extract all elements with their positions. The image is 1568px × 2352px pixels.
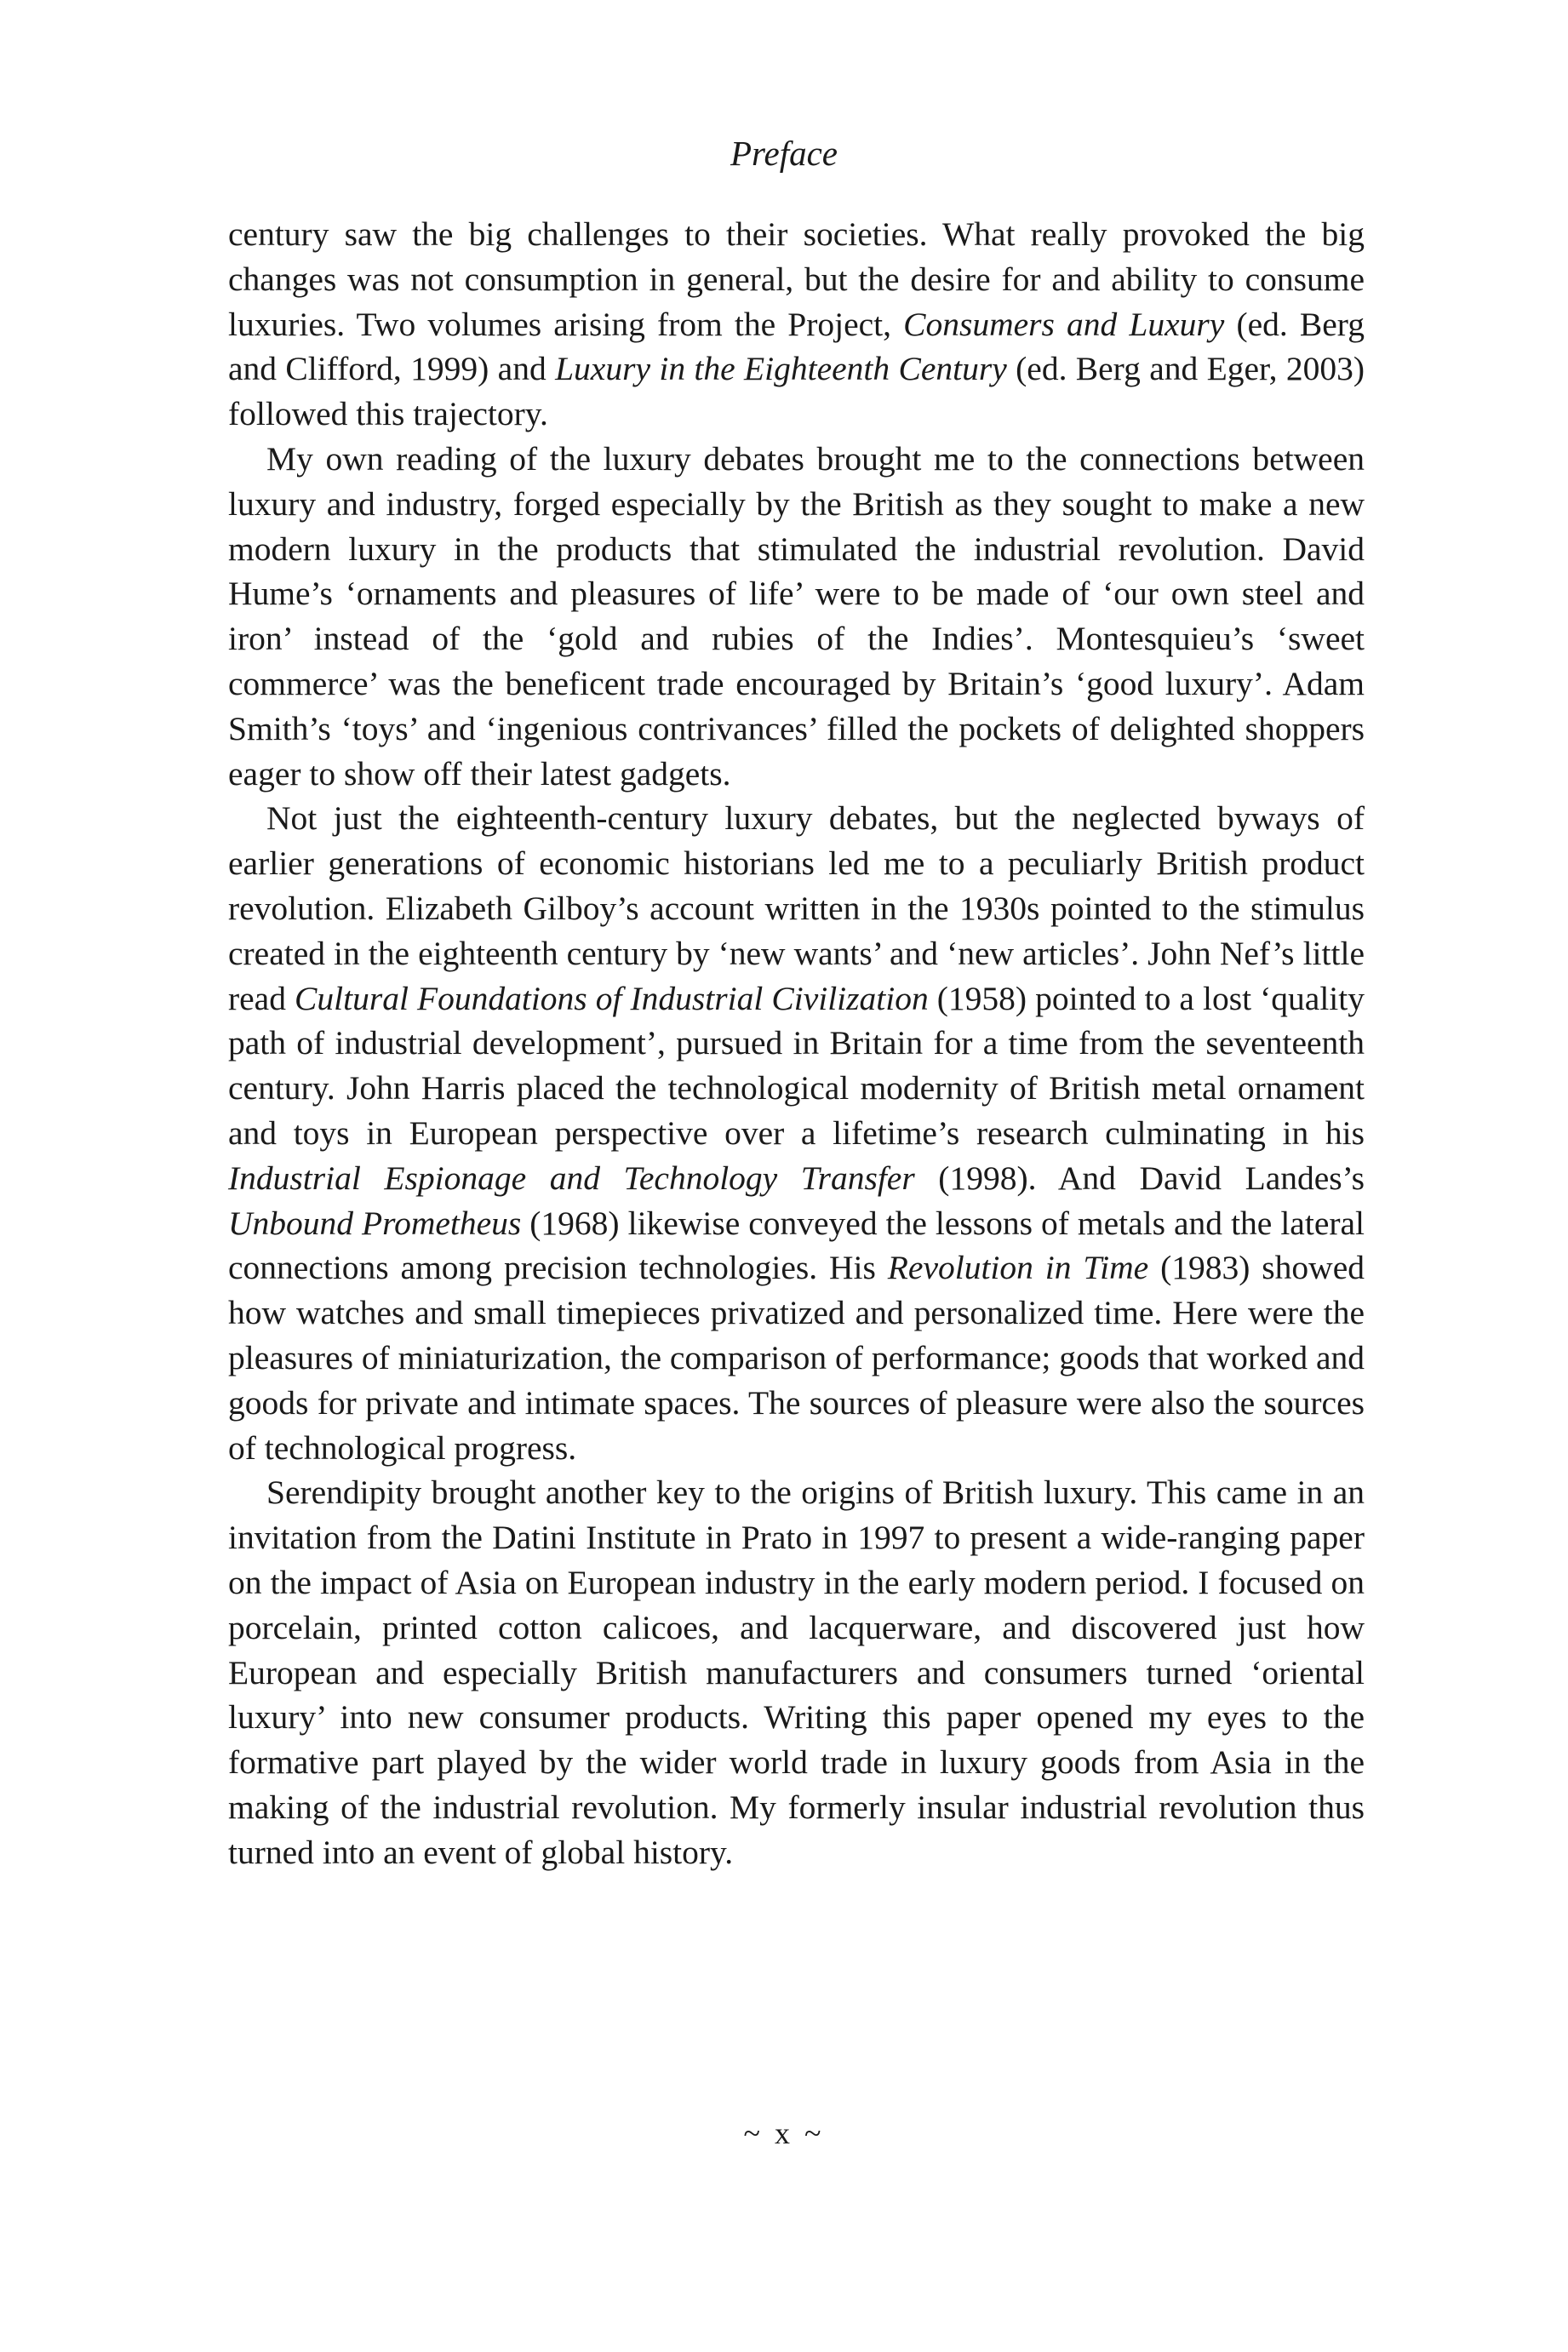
paragraph bbox=[228, 796, 1365, 1470]
paragraph bbox=[228, 212, 1365, 437]
text-run: My own reading of the luxury debates brought me to the connections between luxury and industry, forged especially by the British as they sought to make a new modern luxury in the products that stimulated the industrial revolution. David Hume’s ‘ornaments and pleasures of life’ were to be made of ‘our own steel and iron’ instead of the ‘gold and rubies of the Indies’. Montesquieu’s ‘sweet commerce’ was the beneficent trade encouraged by Britain’s ‘good luxury’. Adam Smith’s ‘toys’ and ‘ingenious contrivances’ filled the pockets of delighted shoppers eager to show off their latest gadgets. bbox=[228, 439, 1365, 793]
italic-title: Luxury in the Eighteenth Century bbox=[555, 350, 1007, 388]
text-run: (ed. Berg and Clifford, 1999) and bbox=[228, 305, 1365, 388]
text-run: (1968) likewise conveyed the lessons of metals and the lateral connections among precision technologies. His bbox=[228, 1204, 1365, 1287]
italic-title: Industrial Espionage and Technology Transfer bbox=[228, 1159, 915, 1197]
italic-title: Cultural Foundations of Industrial Civilization bbox=[295, 979, 929, 1017]
text-run: (1983) showed how watches and small timepieces privatized and personalized time. Here were the pleasures of miniaturization, the comparison of performance; goods that worked and goods for private and intimate spaces. The sources of pleasure were also the sources of technological progress. bbox=[228, 1249, 1365, 1467]
text-run: (1958) pointed to a lost ‘quality path of industrial development’, pursued in Britain for a time from the seventeenth century. John Harris placed the technological modernity of British metal ornament and toys in European perspective over a lifetime’s research culminating in his bbox=[228, 979, 1365, 1152]
italic-title: Revolution in Time bbox=[887, 1249, 1149, 1287]
paragraph bbox=[228, 1470, 1365, 1874]
text-run: century saw the big challenges to their societies. What really provoked the big changes was not consumption in general, but the desire for and ability to consume luxuries. Two volumes arising from the Project, bbox=[228, 215, 1365, 343]
page-number: ~ x ~ bbox=[743, 2116, 825, 2150]
text-run: (1998). And David Landes’s bbox=[914, 1159, 1365, 1197]
italic-title: Consumers and Luxury bbox=[903, 305, 1225, 343]
italic-title: Unbound Prometheus bbox=[228, 1204, 522, 1242]
body-text bbox=[228, 212, 1365, 1874]
running-head: Preface bbox=[730, 134, 838, 173]
text-run: Not just the eighteenth-century luxury debates, but the neglected byways of earlier generations of economic historians led me to a peculiarly British product revolution. Elizabeth Gilboy’s account written in the 1930s pointed to the stimulus created in the eighteenth century by ‘new wants’ and ‘new articles’. John Nef’s little read bbox=[228, 799, 1365, 1017]
text-run: Serendipity brought another key to the origins of British luxury. This came in an invitation from the Datini Institute in Prato in 1997 to present a wide-ranging paper on the impact of Asia on European industry in the early modern period. I focused on porcelain, printed cotton calicoes, and lacquerware, and discovered just how European and especially British manufacturers and consumers turned ‘oriental luxury’ into new consumer products. Writing this paper opened my eyes to the formative part played by the wider world trade in luxury goods from Asia in the making of the industrial revolution. My formerly insular industrial revolution thus turned into an event of global history. bbox=[228, 1474, 1365, 1871]
paragraph bbox=[228, 437, 1365, 796]
text-run: (ed. Berg and Eger, 2003) followed this trajectory. bbox=[228, 350, 1365, 433]
